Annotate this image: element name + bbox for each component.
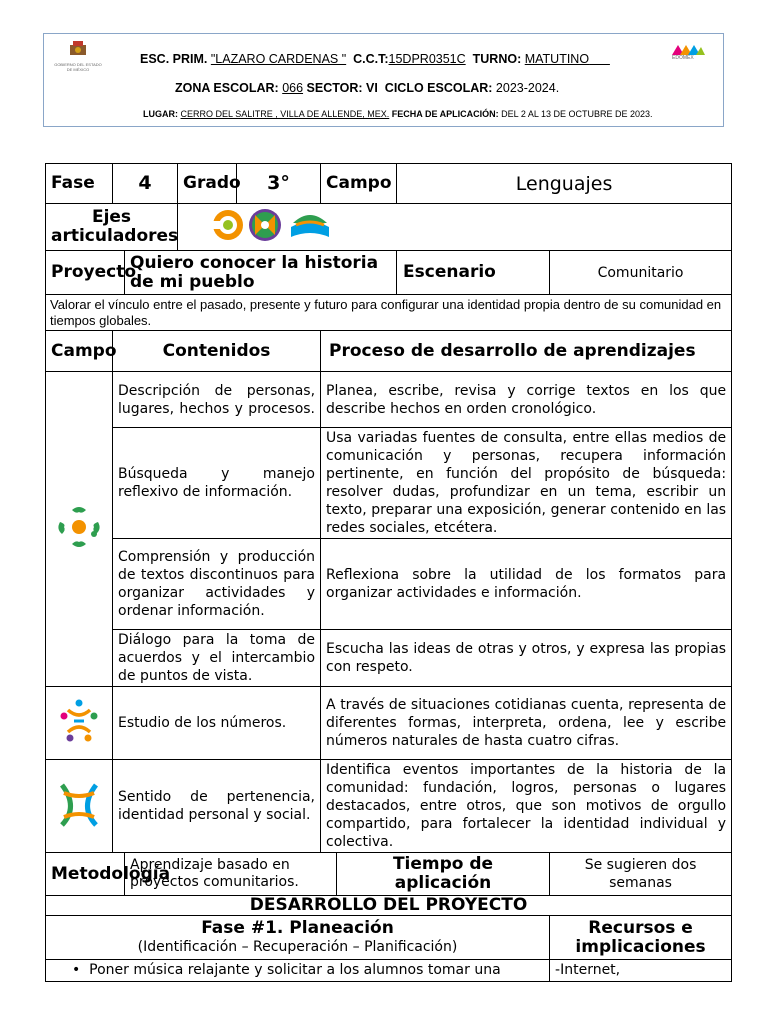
edomex-logo-text: EDOMÉX: [672, 55, 694, 61]
proposito-row: [46, 295, 732, 331]
campo-lenguajes-cell: [46, 372, 113, 687]
zona-label: ZONA ESCOLAR:: [175, 81, 279, 95]
header-line-3: [143, 109, 653, 119]
col-contenidos-header: Contenidos: [113, 331, 321, 372]
fecha-label: FECHA DE APLICACIÓN:: [391, 109, 499, 119]
contenido-cell: Estudio de los números.: [113, 687, 321, 760]
desarrollo-title: DESARROLLO DEL PROYECTO: [46, 896, 732, 916]
fase1-row: [46, 916, 732, 960]
campo-etica-cell: [46, 760, 113, 853]
table-row: [46, 428, 732, 539]
proceso-cell: Reflexiona sobre la utilidad de los formatos para organizar actividades e información.: [321, 539, 732, 630]
info-row-ejes: [46, 204, 732, 251]
planning-table: [45, 163, 732, 982]
cct-label: C.C.T:: [353, 52, 389, 66]
fecha-value: DEL 2 AL 13 DE OCTUBRE DE 2023.: [501, 109, 653, 119]
campo-saberes-cell: [46, 687, 113, 760]
fase-value: 4: [113, 164, 178, 204]
etica-naturaleza-icon: [54, 779, 104, 829]
info-row-proyecto: [46, 251, 732, 295]
desarrollo-title-row: [46, 896, 732, 916]
lenguajes-icon: [54, 502, 104, 552]
contenido-cell: Búsqueda y manejo reflexivo de información.: [113, 428, 321, 539]
header-line-2: [175, 81, 559, 95]
ejes-icons: [178, 204, 732, 251]
fase1-title: Fase #1. Planeación: [201, 918, 394, 938]
sector-label: SECTOR: VI: [306, 81, 378, 95]
col-proceso-header: Proceso de desarrollo de aprendizajes: [321, 331, 732, 372]
lugar-value: CERRO DEL SALITRE , VILLA DE ALLENDE, MEX.: [180, 109, 390, 119]
zona-value: 066: [282, 81, 304, 95]
proceso-cell: Escucha las ideas de otras y otros, y expresa las propias con respeto.: [321, 630, 732, 687]
proceso-cell: A través de situaciones cotidianas cuenta, representa de diferentes formas, interpreta, ordena, lee y escribe números naturales de hasta cuatro cifras.: [321, 687, 732, 760]
metodologia-label: Metodología: [46, 853, 125, 896]
proceso-cell: Planea, escribe, revisa y corrige textos en los que describe hechos en orden cronológico.: [321, 372, 732, 428]
proyecto-value: Quiero conocer la historia de mi pueblo: [125, 251, 397, 295]
government-logo: [52, 39, 104, 71]
grado-value: 3°: [237, 164, 321, 204]
edomex-logo: [670, 41, 706, 63]
lugar-label: LUGAR:: [143, 109, 178, 119]
table-row: [46, 539, 732, 630]
escenario-label: Escenario: [397, 251, 550, 295]
ciclo-label: CICLO ESCOLAR:: [384, 81, 493, 95]
metodologia-row: [46, 853, 732, 896]
turno-label: TURNO:: [472, 52, 522, 66]
contenido-cell: Comprensión y producción de textos discontinuos para organizar actividades y ordenar información.: [113, 539, 321, 630]
activity-row: [46, 960, 732, 982]
table-row: [46, 760, 732, 853]
proposito-text: Valorar el vínculo entre el pasado, presente y futuro para configurar una identidad propia dentro de su comunidad en tiempos globales.: [46, 295, 732, 331]
metodologia-value: Aprendizaje basado en proyectos comunitarios.: [125, 853, 337, 896]
inclusion-icon: [211, 210, 243, 240]
proceso-cell: Usa variadas fuentes de consulta, entre ellas medios de comunicación y personas, recupera información pertinente, en función del propósito de búsqueda: resolver dudas, profundizar en un tema, escribir un texto, preparar una exposición, generar contenido en las redes sociales, etcétera.: [321, 428, 732, 539]
col-campo-header: Campo: [46, 331, 113, 372]
crest-icon: [67, 39, 89, 57]
school-header: [43, 33, 724, 127]
campo-value: Lenguajes: [397, 164, 732, 204]
table-row: [46, 687, 732, 760]
activity-cell: [46, 960, 550, 982]
bullet-icon: •: [72, 962, 90, 978]
interculturalidad-icon: [249, 209, 281, 241]
tiempo-value: Se sugieren dos semanas: [550, 853, 732, 896]
proyecto-label: Proyecto: [46, 251, 125, 295]
ciclo-value: 2023-2024.: [495, 81, 560, 95]
escenario-value: Comunitario: [550, 251, 732, 295]
table-row: [46, 630, 732, 687]
column-header-row: [46, 331, 732, 372]
grado-label: Grado: [178, 164, 237, 204]
lectura-icon: [291, 215, 329, 237]
saberes-icon: [54, 696, 104, 746]
ejes-label: Ejes articuladores: [46, 204, 178, 251]
fase1-cell: [46, 916, 550, 960]
activity-text: Poner música relajante y solicitar a los alumnos tomar una: [89, 962, 501, 978]
recursos-label: Recursos e implicaciones: [550, 916, 732, 960]
campo-label: Campo: [321, 164, 397, 204]
info-row-fase: [46, 164, 732, 204]
government-logo-text: GOBIERNO DEL ESTADO DE MÉXICO: [54, 62, 102, 72]
header-line-1: [140, 52, 610, 66]
tiempo-label: Tiempo de aplicación: [337, 853, 550, 896]
table-row: [46, 372, 732, 428]
school-name: "LAZARO CARDENAS ": [210, 52, 347, 66]
fase-label: Fase: [46, 164, 113, 204]
fase1-subtitle: (Identificación – Recuperación – Planificación): [137, 939, 458, 955]
ejes-articuladores-icons: [208, 205, 348, 245]
contenido-cell: Diálogo para la toma de acuerdos y el intercambio de puntos de vista.: [113, 630, 321, 687]
turno-value: MATUTINO: [524, 52, 590, 66]
school-label: ESC. PRIM.: [140, 52, 208, 66]
recurso-text: -Internet,: [550, 960, 732, 982]
cct-value: 15DPR0351C: [388, 52, 466, 66]
proceso-cell: Identifica eventos importantes de la historia de la comunidad: fundación, logros, personas o lugares destacados, entre otros, que son motivos de orgullo compartido, para fortalecer la identidad individual y colectiva.: [321, 760, 732, 853]
contenido-cell: Sentido de pertenencia, identidad personal y social.: [113, 760, 321, 853]
contenido-cell: Descripción de personas, lugares, hechos y procesos.: [113, 372, 321, 428]
